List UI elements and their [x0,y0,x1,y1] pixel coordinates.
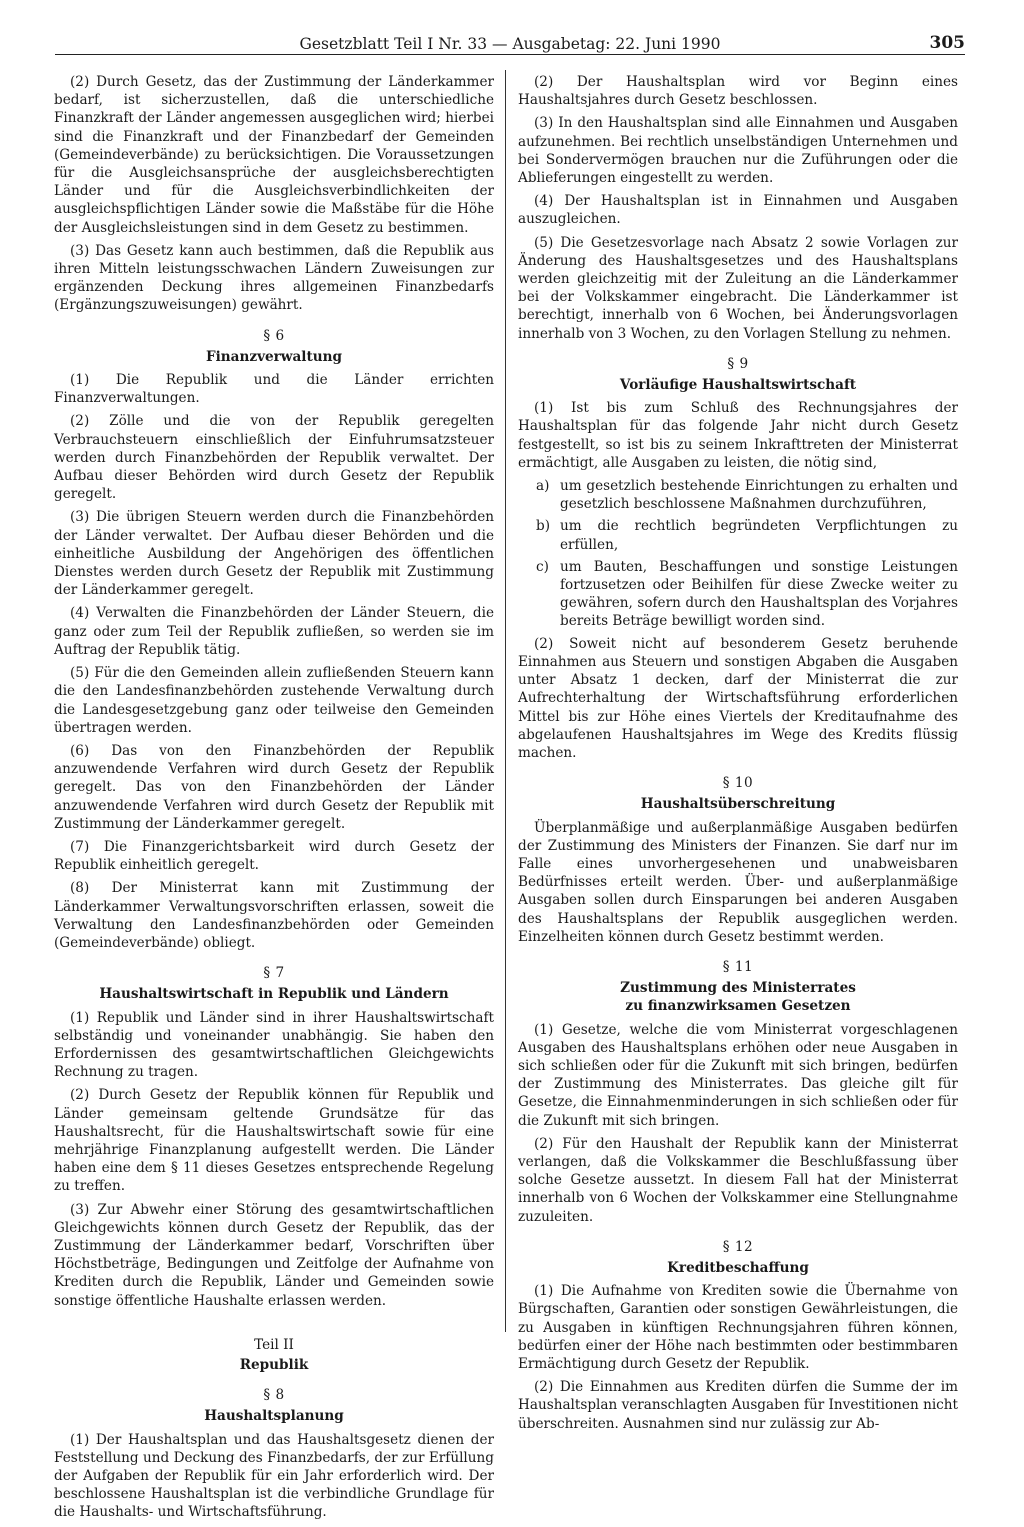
section-title: Finanzverwaltung [205,348,343,365]
part-label: Teil II [254,1336,294,1353]
list-item-label: c) [536,558,549,575]
paragraph: (5) Die Gesetzesvorlage nach Absatz 2 sowie Vorlagen zur Änderung des Haushaltsgesetzes und des Haushaltsplans werden gleichzeitig mit der Zuleitung an die Länderkammer bei der Volkskammer eingebracht. Die Länderkammer ist berechtigt, innerhalb von 6 Wochen, bei Änderungsvorlagen innerhalb von 3 Wochen, zu den Vorlagen Stellung zu nehmen. [518,234,958,342]
list-item [518,477,958,513]
page-number: 305 [929,33,965,53]
section-title: Kreditbeschaffung [667,1259,809,1276]
paragraph: (6) Das von den Finanzbehörden der Republik anzuwendende Verfahren wird durch Gesetz der Republik geregelt. Das von den Finanzbehörden der Länder anzuwendende Verfahren wird durch Gesetz der Republik mit Zustimmung der Länderkammer geregelt. [54,742,494,832]
paragraph: (2) Soweit nicht auf besonderem Gesetz beruhende Einnahmen aus Steuern und sonstigen Abgaben die Ausgaben unter Absatz 1 decken, darf der Ministerrat die zur Aufrechterhaltung der Wirtschaftsführung erforderlichen Mittel bis zur Höhe eines Viertels der Kreditaufnahme des abgelaufenen Haushaltsjahres im Wege des Kredits flüssig machen. [518,635,958,761]
header-title: Gesetzblatt Teil I Nr. 33 — Ausgabetag: 22. Juni 1990 [299,35,721,53]
paragraph: (1) Ist bis zum Schluß des Rechnungsjahres der Haushaltsplan für das folgende Jahr nicht durch Gesetz festgestellt, so ist bis zu seinem Inkrafttreten der Ministerrat ermächtigt, alle Ausgaben zu leisten, die nötig sind, [518,400,958,471]
page-header [55,32,965,55]
paragraph: (5) Für die den Gemeinden allein zufließenden Steuern kann die den Landesfinanzbehörden zustehende Verwaltung durch die Landesgesetzgebung ganz oder teilweise den Gemeinden übertragen werden. [54,665,494,736]
paragraph: (3) Die übrigen Steuern werden durch die Finanzbehörden der Länder verwaltet. Der Aufbau dieser Behörden und die einheitliche Ausbildung der Angehörigen des öffentlichen Dienstes werden durch Gesetz der Republik mit Zustimmung der Länderkammer geregelt. [54,509,494,599]
paragraph: (7) Die Finanzgerichtsbarkeit wird durch Gesetz der Republik einheitlich geregelt. [54,838,494,874]
paragraph: (2) Zölle und die von der Republik geregelten Verbrauchsteuern einschließlich der Einfuhrumsatzsteuer werden durch Finanzbehörden der Republik verwaltet. Der Aufbau dieser Behörden wird durch Gesetz der Republik geregelt. [54,413,494,503]
list-item [518,558,958,631]
list-item [518,517,958,553]
part-title: Republik [239,1357,309,1373]
paragraph: (1) Gesetze, welche die vom Ministerrat vorgeschlagenen Ausgaben des Haushaltsplans erhöhen oder neue Ausgaben in sich schließen oder für die Zukunft mit sich bringen, bedürfen der Zustimmung des Ministerrates. Das gleiche gilt für Gesetze, die Einnahmenminderungen in sich schließen oder für die Zukunft mit sich bringen. [518,1021,958,1129]
paragraph: (1) Der Haushaltsplan und das Haushaltsgesetz dienen der Feststellung und Deckung des Finanzbedarfs, der zur Erfüllung der Aufgaben der Republik für ein Jahr erforderlich wird. Der beschlossene Haushaltsplan ist die verbindliche Grundlage für die Haushalts- und Wirtschaftsführung. [54,1431,494,1521]
paragraph: (1) Die Aufnahme von Krediten sowie die Übernahme von Bürgschaften, Garantien oder sonstigen Gewährleistungen, die zu Ausgaben in künftigen Rechnungsjahren führen können, bedürfen einer der Höhe nach bestimmten oder bestimmbaren Ermächtigung durch Gesetz der Republik. [518,1283,958,1372]
list-item-text: um Bauten, Beschaffungen und sonstige Leistungen fortzusetzen oder Beihilfen für diese Zwecke weiter zu gewähren, sofern durch den Haushaltsplan des Vorjahres bereits Beträge bewilligt worden sind. [560,558,958,630]
paragraph: (2) Durch Gesetz, das der Zustimmung der Länderkammer bedarf, ist sicherzustellen, daß die unterschiedliche Finanzkraft der Länder angemessen ausgeglichen wird; hierbei sind die Finanzkraft und der Finanzbedarf der Gemeinden (Gemeindeverbände) zu berücksichtigen. Die Voraussetzungen für die Ausgleichsansprüche der ausgleichsberechtigten Länder und für die Ausgleichsverbindlichkeiten der ausgleichspflichtigen Länder sowie die Maßstäbe für die Höhe der Ausgleichsleistungen sind in dem Gesetz zu bestimmen. [54,74,494,236]
section-title: Haushaltswirtschaft in Republik und Ländern [99,986,449,1003]
paragraph: (2) Durch Gesetz der Republik können für Republik und Länder gemeinsam geltende Grundsätze für das Haushaltsrecht, für die Haushaltswirtschaft sowie für eine mehrjährige Finanzplanung aufgestellt werden. Die Länder haben eine dem § 11 dieses Gesetzes entsprechende Regelung zu treffen. [54,1087,494,1195]
paragraph: (3) Das Gesetz kann auch bestimmen, daß die Republik aus ihren Mitteln leistungsschwachen Ländern Zuweisungen zur ergänzenden Deckung ihres allgemeinen Finanzbedarfs (Ergänzungszuweisungen) gewährt. [54,242,494,314]
section-title: Vorläufige Haushaltswirtschaft [619,377,857,394]
paragraph: Überplanmäßige und außerplanmäßige Ausgaben bedürfen der Zustimmung des Ministers der Finanzen. Sie darf nur im Falle eines unvorhergesehenen und unabweisbaren Bedürfnisses erteilt werden. Über- und außerplanmäßige Ausgaben sollen durch Einsparungen bei anderen Ausgaben des Haushaltsplans der Republik ausgeglichen werden. Einzelheiten können durch Gesetz bestimmt werden. [518,819,958,945]
section-title-line-2: zu finanzwirksamen Gesetzen [625,998,851,1015]
paragraph: (2) Für den Haushalt der Republik kann der Ministerrat verlangen, daß die Volkskammer die Beschlußfassung über solche Gesetze aussetzt. In diesem Fall hat der Ministerrat innerhalb von 6 Wochen der Volkskammer eine Stellungnahme zuzuleiten. [518,1135,958,1225]
section-number: § 8 [263,1387,285,1404]
section-number: § 6 [263,327,285,344]
section-title: Haushaltsüberschreitung [640,796,836,813]
paragraph: (8) Der Ministerrat kann mit Zustimmung der Länderkammer Verwaltungsvorschriften erlassen, soweit die Verwaltung den Landesfinanzbehörden oder Gemeinden (Gemeindeverbände) obliegt. [54,880,494,951]
paragraph: (3) Zur Abwehr einer Störung des gesamtwirtschaftlichen Gleichgewichts können durch Gesetz der Republik, das der Zustimmung der Länderkammer bedarf, Vorschriften über Höchstbeträge, Bedingungen und Zeitfolge der Aufnahme von Krediten durch die Republik, Länder und Gemeinden sowie sonstige öffentliche Haushalte erlassen werden. [54,1201,494,1309]
section-number: § 10 [722,775,754,792]
list-item-label: a) [536,478,550,495]
paragraph: (2) Die Einnahmen aus Krediten dürfen die Summe der im Haushaltsplan veranschlagten Ausgaben für Investitionen nicht überschreiten. Ausnahmen sind nur zulässig zur Ab- [518,1379,958,1432]
paragraph: (1) Die Republik und die Länder errichten Finanzverwaltungen. [54,372,494,407]
list-item-text: um die rechtlich begründeten Verpflichtungen zu erfüllen, [560,518,958,553]
section-title: Zustimmung des Ministerrates [620,980,856,997]
right-column [518,73,958,1438]
section-number: § 7 [263,965,285,982]
section-number: § 9 [727,355,749,372]
list-item-label: b) [536,518,551,535]
column-divider [505,70,506,1332]
section-title: Haushaltsplanung [204,1408,344,1425]
paragraph: (2) Der Haushaltsplan wird vor Beginn eines Haushaltsjahres durch Gesetz beschlossen. [518,74,958,109]
paragraph: (1) Republik und Länder sind in ihrer Haushaltswirtschaft selbständig und voneinander unabhängig. Sie haben den Erfordernissen des gesamtwirtschaftlichen Gleichgewichts Rechnung zu tragen. [54,1009,494,1081]
list-item-text: um gesetzlich bestehende Einrichtungen zu erhalten und gesetzlich beschlossene Maßnahmen durchzuführen, [560,478,958,513]
section-number: § 11 [722,958,754,975]
section-number: § 12 [722,1238,754,1255]
paragraph: (4) Verwalten die Finanzbehörden der Länder Steuern, die ganz oder zum Teil der Republik zufließen, so werden sie im Auftrag der Republik tätig. [54,605,494,658]
paragraph: (3) In den Haushaltsplan sind alle Einnahmen und Ausgaben aufzunehmen. Bei rechtlich unselbständigen Unternehmen und bei Sondervermögen brauchen nur die Zuführungen oder die Ablieferungen eingestellt zu werden. [518,115,958,187]
paragraph: (4) Der Haushaltsplan ist in Einnahmen und Ausgaben auszugleichen. [518,193,958,228]
left-column [54,73,494,1527]
